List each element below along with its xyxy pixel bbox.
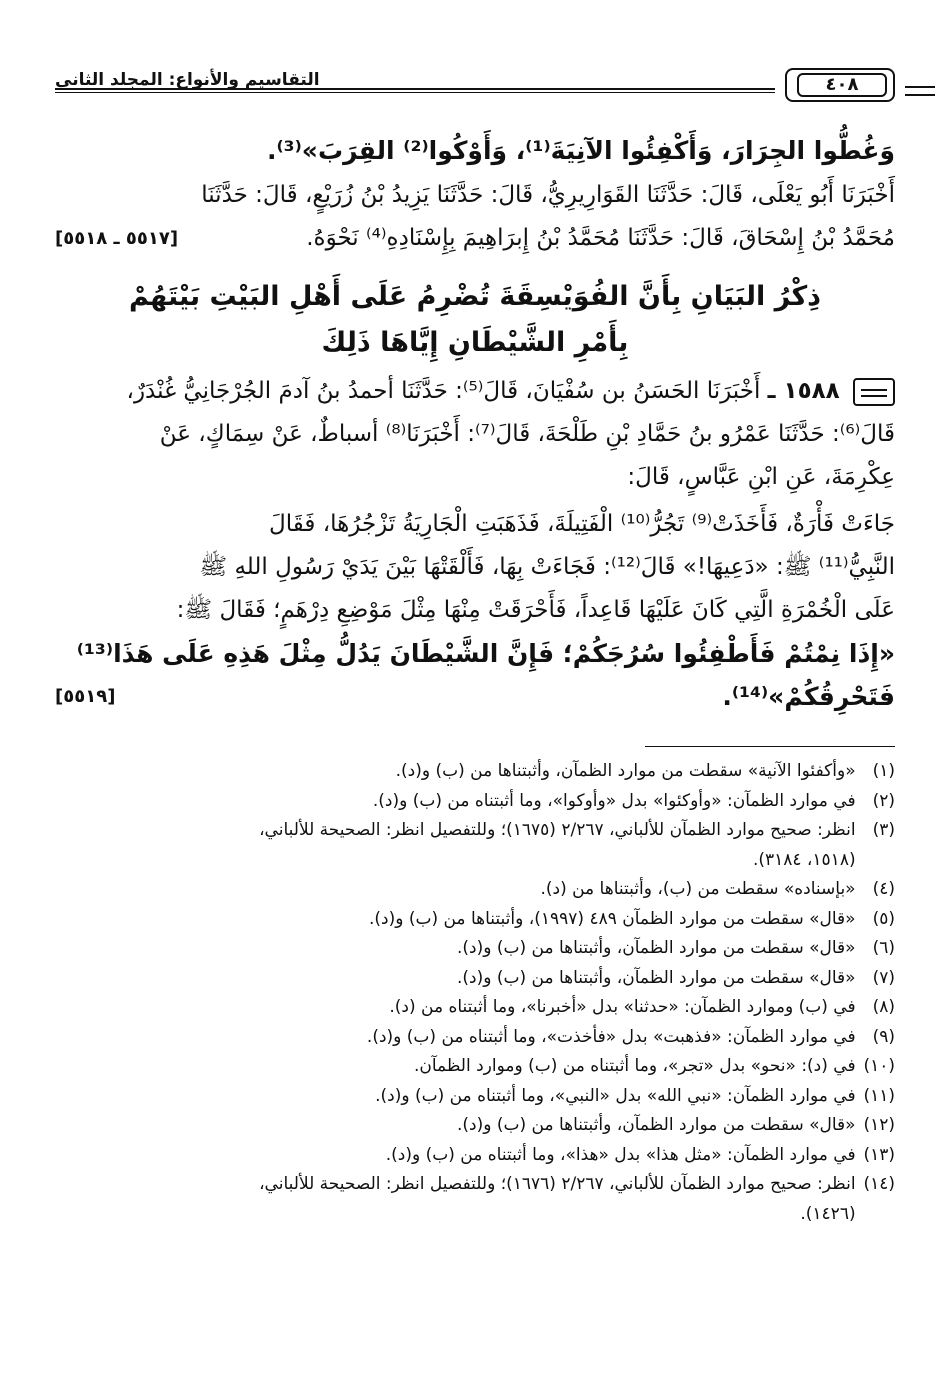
footnote-separator — [645, 746, 895, 747]
footnote: (٤) «بإسناده» سقطت من (ب)، وأثبتناها من (د). — [540, 879, 895, 899]
hadith-isnad-line: عِكْرِمَةَ، عَنِ ابْنِ عَبَّاسٍ، قَالَ: — [627, 464, 895, 490]
matn-line — [55, 675, 895, 720]
chapter-heading — [55, 274, 895, 366]
hadith-isnad-line — [55, 370, 895, 413]
matn-line: جَاءَتْ فَأْرَةٌ، فَأَخَذَتْ⁽⁹⁾ تَجُرُّ⁽¹⁰⁾ الْفَتِيلَةَ، فَذَهَبَتِ الْجَارِيَةُ تَزْجُرُهَا، فَقَالَ — [269, 511, 895, 537]
page-header — [55, 60, 895, 108]
isnad-text: مُحَمَّدُ بْنُ إِسْحَاقَ، قَالَ: حَدَّثَنَا مُحَمَّدُ بْنُ إِبرَاهِيمَ بِإِسْنَادِهِ⁽⁴⁾ نَحْوَهُ. — [306, 225, 895, 251]
footnote: (١٠) في (د): «نحو» بدل «تجر»، وما أثبتناه من (ب) وموارد الظمآن. — [413, 1056, 895, 1076]
hadith-isnad-line: قَالَ⁽⁶⁾: حَدَّثَنَا عَمْرُو بنُ حَمَّادِ بْنِ طَلْحَةَ، قَالَ⁽⁷⁾: أَخْبَرَنَا⁽⁸⁾ أسباطٌ، عَنْ سِمَاكٍ، عَنْ — [159, 421, 895, 447]
matn-line: النَّبِيُّ⁽¹¹⁾ ﷺ: «دَعِيهَا!» قَالَ⁽¹²⁾: فَجَاءَتْ بِهَا، فَأَلْقَتْهَا بَيْنَ يَدَيْ رَسُولِ اللهِ ﷺ — [199, 554, 895, 580]
footnote: (١٣) في موارد الظمآن: «مثل هذا» بدل «هذا»، وما أثبتناه من (ب) و(د). — [385, 1144, 895, 1165]
footnotes-list — [55, 757, 895, 1229]
footnote: (١٤٢٦). — [800, 1203, 856, 1224]
page-number-frame — [785, 68, 895, 102]
footnote: (٢) في موارد الظمآن: «وأوكئوا» بدل «وأوكوا»، وما أثبتناه من (ب) و(د). — [372, 790, 895, 811]
book-page — [55, 60, 895, 1229]
hadith-reference: [٥٥١٩] — [55, 686, 116, 707]
footnote: (٦) «قال» سقطت من موارد الظمآن، وأثبتناها من (ب) و(د). — [457, 938, 895, 958]
footnote: (٨) في (ب) وموارد الظمآن: «حدثنا» بدل «أخبرنا»، وما أثبتناه من (د). — [389, 997, 895, 1017]
footnote: (١) «وأكفئوا الآنية» سقطت من موارد الظمآن، وأثبتناها من (ب) و(د). — [395, 761, 895, 781]
hadith-marker-icon — [853, 378, 895, 406]
footnote: (٩) في موارد الظمآن: «فذهبت» بدل «فأخذت»، وما أثبتناه من (ب) و(د). — [366, 1026, 895, 1047]
footnote: (١٤) انظر: صحيح موارد الظمآن للألباني، ٢/٢٦٧ (١٦٧٦)؛ وللتفصيل انظر: الصحيحة للألباني، — [259, 1174, 895, 1194]
prophet-saying-line: «إِذَا نِمْتُمْ فَأَطْفِئُوا سُرُجَكُمْ؛ فَإِنَّ الشَّيْطَانَ يَدُلُّ مِثْلَ هَذِهِ عَلَى هَذَا⁽¹³⁾ — [76, 639, 895, 668]
isnad-line — [55, 217, 895, 260]
footnote: (٥) «قال» سقطت من موارد الظمآن ٤٨٩ (١٩٩٧)، وأثبتناها من (ب) و(د). — [368, 908, 895, 929]
isnad-text: أَخْبَرَنَا الحَسَنُ بن سُفْيَانَ، قَالَ⁽⁵⁾: حَدَّثَنَا أحمدُ بنُ آدمَ الجُرْجَانِيُّ غُنْدَرٌ، — [126, 378, 761, 404]
matn-line: عَلَى الْخُمْرَةِ الَّتِي كَانَ عَلَيْهَا قَاعِداً، فَأَحْرَقَتْ مِنْهَا مِثْلَ مَوْضِعِ دِرْهَمٍ؛ فَقَالَ ﷺ: — [176, 597, 895, 623]
hadith-ending-line: وَغُطُّوا الجِرَارَ، وَأَكْفِئُوا الآنِيَةَ⁽¹⁾، وَأَوْكُوا⁽²⁾ القِرَبَ»⁽³⁾. — [266, 136, 895, 165]
header-rule-thin — [55, 92, 775, 93]
footnote: (١١) في موارد الظمآن: «نبي الله» بدل «النبي»، وما أثبتناه من (ب) و(د). — [375, 1085, 895, 1106]
chapter-heading-line: ذِكْرُ البَيَانِ بِأَنَّ الفُوَيْسِقَةَ تُضْرِمُ عَلَى أَهْلِ البَيْتِ بَيْتَهُمْ — [128, 281, 822, 312]
hadith-reference: [٥٥١٧ ـ ٥٥١٨] — [55, 228, 179, 249]
footnote: (١٥١٨، ٣١٨٤). — [752, 849, 856, 870]
hadith-number: ١٥٨٨ ـ — [767, 378, 840, 404]
isnad-line: أَخْبَرَنَا أَبُو يَعْلَى، قَالَ: حَدَّثَنَا القَوَارِيرِيُّ، قَالَ: حَدَّثَنَا يَزِيدُ بْنُ زُرَيْعٍ، قَالَ: حَدَّثَنَا — [201, 182, 895, 208]
footnote: (٣) انظر: صحيح موارد الظمآن للألباني، ٢/٢٦٧ (١٦٧٥)؛ وللتفصيل انظر: الصحيحة للألباني، — [259, 820, 895, 840]
chapter-heading-line: بِأَمْرِ الشَّيْطَانِ إِيَّاهَا ذَلِكَ — [321, 327, 629, 358]
footnote: (٧) «قال» سقطت من موارد الظمآن، وأثبتناها من (ب) و(د). — [457, 967, 895, 988]
header-ornament — [905, 86, 935, 96]
running-title: التقاسيم والأنواع: المجلد الثاني — [55, 70, 320, 90]
page-number: ٤٠٨ — [797, 73, 887, 97]
footnote: (١٢) «قال» سقطت من موارد الظمآن، وأثبتناها من (ب) و(د). — [457, 1115, 895, 1135]
prophet-saying-end: فَتَحْرِقُكُمْ»⁽¹⁴⁾. — [722, 682, 895, 711]
